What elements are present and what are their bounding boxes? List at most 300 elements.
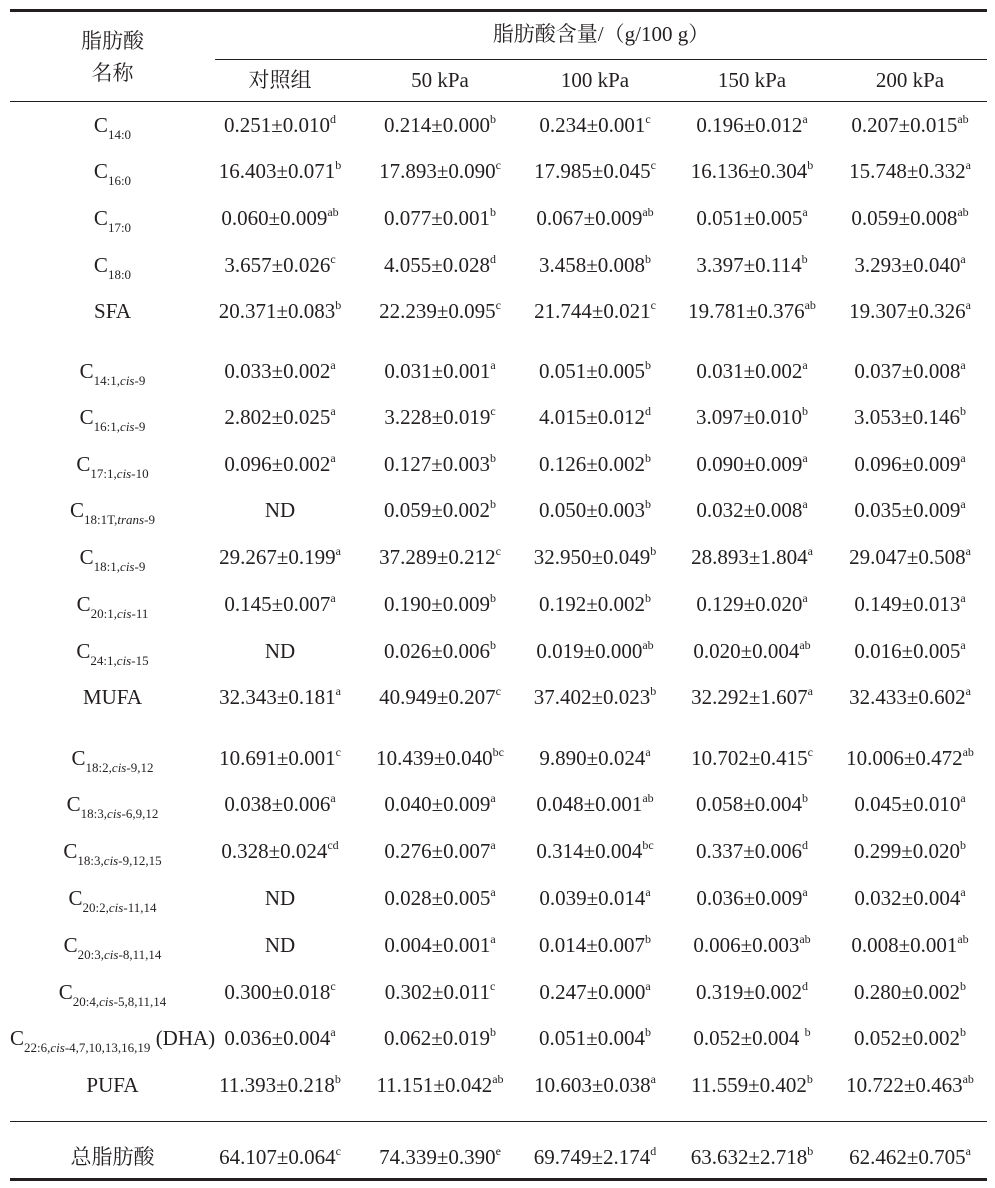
cell-value: 0.059±0.002 bbox=[383, 498, 491, 522]
significance-letter: ab bbox=[957, 932, 969, 946]
value-cell-r17c1 bbox=[360, 932, 520, 958]
significance-letter: a bbox=[960, 358, 966, 372]
value-cell-r2c4 bbox=[830, 205, 990, 231]
subscript-chain: 24:1, bbox=[90, 653, 117, 668]
value-cell-r14c4 bbox=[830, 791, 990, 817]
cell-value: 32.292±1.607 bbox=[691, 685, 808, 709]
cell-value: 2.802±0.025 bbox=[224, 405, 331, 429]
significance-letter: ab bbox=[962, 1072, 974, 1086]
cell-value: 9.890±0.024 bbox=[539, 746, 646, 770]
cell-value: 22.239±0.095 bbox=[379, 299, 496, 323]
total-separator-rule bbox=[10, 1121, 987, 1122]
significance-letter: b bbox=[802, 791, 809, 805]
value-cell-r7c1 bbox=[360, 451, 520, 477]
significance-letter: c bbox=[495, 684, 501, 698]
significance-letter: a bbox=[807, 684, 813, 698]
value-cell-total-c2 bbox=[515, 1144, 675, 1170]
cell-value: 0.196±0.012 bbox=[696, 113, 803, 137]
significance-letter: c bbox=[490, 404, 496, 418]
significance-letter: a bbox=[330, 451, 336, 465]
value-cell-r13c1 bbox=[360, 745, 520, 771]
value-cell-r4c4 bbox=[830, 298, 990, 324]
subscript-positions: -9 bbox=[144, 512, 155, 527]
significance-letter: b bbox=[806, 1072, 813, 1086]
cell-value: 64.107±0.064 bbox=[219, 1145, 336, 1169]
cell-value: 0.032±0.008 bbox=[696, 498, 803, 522]
value-cell-r3c3 bbox=[672, 252, 832, 278]
cell-value: 37.402±0.023 bbox=[533, 685, 651, 709]
name-subscript bbox=[90, 653, 148, 668]
cell-value: 10.439±0.040 bbox=[376, 746, 493, 770]
subscript-positions: -6,9,12 bbox=[121, 806, 159, 821]
value-cell-r4c1 bbox=[360, 298, 520, 324]
value-cell-r0c3 bbox=[672, 112, 832, 138]
subscript-isomer: cis bbox=[117, 606, 132, 621]
name-base: C bbox=[93, 253, 108, 277]
cell-value: 10.006±0.472 bbox=[846, 746, 963, 770]
significance-letter: a bbox=[650, 1072, 656, 1086]
cell-value: 29.047±0.508 bbox=[849, 545, 966, 569]
subscript-isomer: trans bbox=[117, 512, 145, 527]
significance-letter: c bbox=[650, 158, 656, 172]
fatty-acid-name bbox=[10, 358, 215, 388]
value-cell-r17c0 bbox=[205, 932, 355, 958]
significance-letter: d bbox=[330, 112, 337, 126]
value-cell-r13c3 bbox=[672, 745, 832, 771]
value-cell-r15c3 bbox=[672, 838, 832, 864]
header-col-100kpa: 100 kPa bbox=[560, 68, 630, 92]
value-cell-r5c3 bbox=[672, 358, 832, 384]
significance-letter: ab bbox=[957, 112, 969, 126]
cell-value: 0.039±0.014 bbox=[539, 886, 646, 910]
significance-letter: cd bbox=[327, 838, 339, 852]
cell-value: 0.149±0.013 bbox=[854, 592, 961, 616]
cell-value: 17.985±0.045 bbox=[534, 159, 651, 183]
subscript-isomer: cis bbox=[111, 760, 127, 775]
name-base: C bbox=[63, 933, 78, 957]
significance-letter: d bbox=[802, 979, 809, 993]
fatty-acid-name bbox=[10, 205, 215, 235]
significance-letter: b bbox=[490, 638, 497, 652]
name-subscript bbox=[108, 267, 131, 282]
name-base: C bbox=[58, 980, 73, 1004]
cell-value: 0.145±0.007 bbox=[224, 592, 331, 616]
significance-letter: a bbox=[960, 591, 966, 605]
cell-value: 0.059±0.008 bbox=[851, 206, 958, 230]
value-cell-r20c4 bbox=[830, 1072, 990, 1098]
significance-letter: a bbox=[802, 885, 808, 899]
cell-value: 0.058±0.004 bbox=[695, 792, 803, 816]
subscript-chain: 17:0 bbox=[107, 220, 132, 235]
value-cell-r7c0 bbox=[205, 451, 355, 477]
subscript-chain: 20:2, bbox=[82, 900, 109, 915]
cell-value: 0.096±0.002 bbox=[224, 452, 331, 476]
name-subscript bbox=[86, 760, 154, 775]
subscript-positions: -9,12,15 bbox=[118, 853, 162, 868]
value-cell-r10c0 bbox=[205, 591, 355, 617]
value-cell-r7c3 bbox=[672, 451, 832, 477]
significance-letter: b bbox=[650, 544, 657, 558]
value-cell-r13c2 bbox=[515, 745, 675, 771]
significance-letter: b bbox=[490, 112, 497, 126]
value-cell-r9c4 bbox=[830, 544, 990, 570]
subscript-positions: -9,12 bbox=[126, 760, 154, 775]
cell-value: 3.657±0.026 bbox=[224, 253, 331, 277]
fatty-acid-name bbox=[10, 1025, 216, 1055]
significance-letter: c bbox=[330, 252, 336, 266]
name-base: MUFA bbox=[82, 685, 143, 709]
name-subscript bbox=[94, 373, 146, 388]
value-cell-r1c2 bbox=[515, 158, 675, 184]
subscript-positions: -8,11,14 bbox=[118, 947, 162, 962]
cell-value: 0.020±0.004 bbox=[693, 639, 800, 663]
cell-value: 20.371±0.083 bbox=[218, 299, 336, 323]
value-cell-r5c0 bbox=[205, 358, 355, 384]
name-base: C bbox=[63, 839, 78, 863]
value-cell-r3c0 bbox=[205, 252, 355, 278]
value-cell-r14c1 bbox=[360, 791, 520, 817]
value-cell-r20c2 bbox=[515, 1072, 675, 1098]
name-base: C bbox=[93, 113, 108, 137]
subscript-isomer: cis bbox=[116, 466, 132, 481]
name-subscript bbox=[84, 512, 155, 527]
significance-letter: a bbox=[802, 205, 808, 219]
subscript-isomer: cis bbox=[120, 373, 135, 388]
significance-letter: b bbox=[960, 979, 967, 993]
name-base: C bbox=[79, 405, 94, 429]
value-cell-r5c2 bbox=[515, 358, 675, 384]
table-top-rule bbox=[10, 9, 987, 12]
header-bottom-rule bbox=[10, 101, 987, 102]
value-cell-r8c2 bbox=[515, 497, 675, 523]
value-cell-r14c2 bbox=[515, 791, 675, 817]
value-cell-r14c0 bbox=[205, 791, 355, 817]
fatty-acid-name bbox=[10, 252, 215, 282]
cell-value: 0.014±0.007 bbox=[538, 933, 646, 957]
significance-letter: a bbox=[490, 791, 496, 805]
significance-letter: a bbox=[490, 932, 496, 946]
cell-value: 28.893±1.804 bbox=[691, 545, 808, 569]
subscript-chain: 20:1, bbox=[90, 606, 118, 621]
cell-value: 19.307±0.326 bbox=[849, 299, 966, 323]
significance-letter: a bbox=[960, 497, 966, 511]
value-cell-r5c4 bbox=[830, 358, 990, 384]
value-cell-r9c1 bbox=[360, 544, 520, 570]
cell-value: 0.008±0.001 bbox=[851, 933, 958, 957]
significance-letter: b bbox=[807, 158, 814, 172]
significance-letter: d bbox=[650, 1144, 657, 1158]
significance-letter: b bbox=[490, 1025, 497, 1039]
significance-letter: b bbox=[960, 1025, 967, 1039]
cell-value: 0.067±0.009 bbox=[536, 206, 643, 230]
name-subscript bbox=[108, 220, 131, 235]
cell-value: 0.127±0.003 bbox=[383, 452, 491, 476]
significance-letter: ab bbox=[642, 791, 654, 805]
significance-letter: d bbox=[802, 838, 809, 852]
significance-letter: b bbox=[490, 451, 497, 465]
value-cell-r19c4 bbox=[830, 1025, 990, 1051]
fatty-acid-name bbox=[10, 638, 215, 668]
significance-letter: c bbox=[489, 979, 496, 993]
cell-value: 0.060±0.009 bbox=[221, 206, 328, 230]
value-cell-r20c0 bbox=[205, 1072, 355, 1098]
cell-value: 0.031±0.002 bbox=[696, 359, 803, 383]
value-cell-r7c2 bbox=[515, 451, 675, 477]
cell-value: 32.433±0.602 bbox=[849, 685, 966, 709]
value-cell-total-c3 bbox=[672, 1144, 832, 1170]
value-cell-r3c4 bbox=[830, 252, 990, 278]
value-cell-r8c1 bbox=[360, 497, 520, 523]
significance-letter: a bbox=[965, 158, 971, 172]
subscript-positions: -11,14 bbox=[123, 900, 157, 915]
cell-value: 3.228±0.019 bbox=[384, 405, 491, 429]
cell-value: 0.031±0.001 bbox=[384, 359, 491, 383]
significance-letter: ab bbox=[799, 638, 811, 652]
cell-value: 3.097±0.010 bbox=[695, 405, 803, 429]
significance-letter: b bbox=[490, 205, 497, 219]
significance-letter: a bbox=[802, 497, 808, 511]
cell-value: 10.702±0.415 bbox=[691, 746, 808, 770]
name-base: PUFA bbox=[86, 1073, 139, 1097]
significance-letter: a bbox=[645, 979, 651, 993]
subscript-chain: 17:1, bbox=[90, 466, 117, 481]
significance-letter: ab bbox=[957, 205, 969, 219]
significance-letter: a bbox=[965, 544, 971, 558]
significance-letter: a bbox=[330, 404, 336, 418]
value-cell-r0c1 bbox=[360, 112, 520, 138]
value-cell-r4c3 bbox=[672, 298, 832, 324]
value-cell-r15c0 bbox=[205, 838, 355, 864]
cell-value: 0.192±0.002 bbox=[538, 592, 646, 616]
significance-letter: b bbox=[960, 838, 967, 852]
cell-value: 3.397±0.114 bbox=[696, 253, 802, 277]
cell-value: 0.129±0.020 bbox=[696, 592, 803, 616]
cell-value: 0.052±0.002 bbox=[853, 1026, 961, 1050]
table-bottom-rule bbox=[10, 1178, 987, 1181]
cell-value: 0.062±0.019 bbox=[383, 1026, 491, 1050]
significance-letter: a bbox=[330, 358, 336, 372]
subscript-chain: 20:4, bbox=[72, 994, 100, 1009]
subscript-chain: 18:2, bbox=[85, 760, 112, 775]
value-cell-r12c2 bbox=[515, 684, 675, 710]
cell-value: 0.319±0.002 bbox=[695, 980, 803, 1004]
name-base: C bbox=[76, 452, 91, 476]
header-col-control: 对照组 bbox=[248, 68, 312, 92]
cell-value: 0.247±0.000 bbox=[539, 980, 646, 1004]
cell-value: 0.051±0.005 bbox=[538, 359, 646, 383]
significance-letter: b bbox=[490, 591, 497, 605]
value-cell-total-c4 bbox=[830, 1144, 990, 1170]
fatty-acid-name bbox=[10, 544, 215, 574]
subscript-chain: 18:3, bbox=[77, 853, 104, 868]
fatty-acid-name bbox=[10, 791, 215, 821]
name-base: C bbox=[76, 639, 91, 663]
value-cell-r8c3 bbox=[672, 497, 832, 523]
subscript-chain: 16:1, bbox=[93, 419, 121, 434]
header-name-line2: 名称 bbox=[91, 61, 134, 85]
significance-letter: a bbox=[960, 791, 966, 805]
value-cell-r7c4 bbox=[830, 451, 990, 477]
cell-value: 0.276±0.007 bbox=[384, 839, 491, 863]
cell-value: 0.207±0.015 bbox=[851, 113, 958, 137]
cell-value: 10.691±0.001 bbox=[219, 746, 336, 770]
significance-letter: a bbox=[335, 544, 341, 558]
cell-value: 0.004±0.001 bbox=[384, 933, 491, 957]
significance-letter: b bbox=[650, 684, 657, 698]
significance-letter: bc bbox=[492, 745, 504, 759]
value-cell-r9c0 bbox=[205, 544, 355, 570]
name-subscript bbox=[83, 900, 157, 915]
fatty-acid-name bbox=[10, 979, 215, 1009]
fatty-acid-name bbox=[10, 932, 215, 962]
value-cell-r11c4 bbox=[830, 638, 990, 664]
name-base: SFA bbox=[94, 299, 131, 323]
name-suffix: (DHA) bbox=[150, 1026, 216, 1050]
significance-letter: b bbox=[960, 404, 967, 418]
significance-letter: ab bbox=[327, 205, 339, 219]
significance-letter: c bbox=[495, 158, 501, 172]
cell-value: 0.328±0.024 bbox=[221, 839, 328, 863]
name-subscript bbox=[77, 853, 161, 868]
significance-letter: b bbox=[334, 1072, 341, 1086]
name-base: C bbox=[76, 592, 91, 616]
fatty-acid-name bbox=[10, 1072, 215, 1098]
cell-value: 11.559±0.402 bbox=[691, 1073, 807, 1097]
value-cell-r0c0 bbox=[205, 112, 355, 138]
significance-letter: a bbox=[330, 791, 336, 805]
header-group-title: 脂肪酸含量/（g/100 g） bbox=[492, 22, 710, 46]
value-cell-r11c3 bbox=[672, 638, 832, 664]
cell-value: ND bbox=[264, 498, 296, 522]
subscript-chain: 20:3, bbox=[77, 947, 105, 962]
cell-value: 0.048±0.001 bbox=[536, 792, 643, 816]
value-cell-r12c0 bbox=[205, 684, 355, 710]
cell-value: 0.052±0.004 bbox=[693, 1026, 805, 1050]
name-subscript bbox=[108, 127, 131, 142]
fatty-acid-name bbox=[10, 885, 215, 915]
significance-letter: ab bbox=[642, 638, 654, 652]
significance-letter: c bbox=[330, 979, 336, 993]
significance-letter: ab bbox=[492, 1072, 504, 1086]
value-cell-r2c3 bbox=[672, 205, 832, 231]
cell-value: ND bbox=[264, 886, 296, 910]
cell-value: 0.035±0.009 bbox=[854, 498, 961, 522]
cell-value: 0.214±0.000 bbox=[383, 113, 491, 137]
header-col-50kpa: 50 kPa bbox=[411, 68, 469, 92]
name-subscript bbox=[94, 419, 146, 434]
subscript-chain: 14:1, bbox=[93, 373, 121, 388]
significance-letter: a bbox=[960, 885, 966, 899]
header-name-line1: 脂肪酸 bbox=[81, 29, 144, 53]
fatty-acid-name bbox=[10, 404, 215, 434]
cell-value: 40.949±0.207 bbox=[379, 685, 496, 709]
value-cell-r15c1 bbox=[360, 838, 520, 864]
name-subscript bbox=[78, 947, 162, 962]
header-group-rule bbox=[215, 59, 987, 60]
significance-letter: b bbox=[335, 298, 342, 312]
value-cell-r4c2 bbox=[515, 298, 675, 324]
cell-value: 11.393±0.218 bbox=[219, 1073, 335, 1097]
significance-letter: c bbox=[335, 745, 341, 759]
value-cell-r0c4 bbox=[830, 112, 990, 138]
cell-value: 0.126±0.002 bbox=[538, 452, 646, 476]
cell-value: 0.032±0.004 bbox=[854, 886, 961, 910]
significance-letter: ab bbox=[804, 298, 816, 312]
name-subscript bbox=[91, 606, 149, 621]
subscript-isomer: cis bbox=[120, 559, 135, 574]
value-cell-r19c3 bbox=[672, 1025, 832, 1051]
significance-letter: a bbox=[645, 885, 651, 899]
value-cell-r3c1 bbox=[360, 252, 520, 278]
significance-letter: a bbox=[965, 298, 971, 312]
cell-value: 16.403±0.071 bbox=[218, 159, 336, 183]
subscript-positions: -10 bbox=[131, 466, 149, 481]
value-cell-r17c4 bbox=[830, 932, 990, 958]
cell-value: 62.462±0.705 bbox=[849, 1145, 966, 1169]
value-cell-r16c2 bbox=[515, 885, 675, 911]
significance-letter: a bbox=[960, 451, 966, 465]
value-cell-r11c1 bbox=[360, 638, 520, 664]
value-cell-r18c3 bbox=[672, 979, 832, 1005]
cell-value: 37.289±0.212 bbox=[379, 545, 496, 569]
value-cell-total-c0 bbox=[205, 1144, 355, 1170]
name-subscript bbox=[73, 994, 166, 1009]
value-cell-r11c0 bbox=[205, 638, 355, 664]
value-cell-r18c4 bbox=[830, 979, 990, 1005]
significance-letter: a bbox=[802, 358, 808, 372]
significance-letter: a bbox=[965, 684, 971, 698]
subscript-positions: -9 bbox=[134, 373, 146, 388]
cell-value: ND bbox=[264, 639, 296, 663]
value-cell-r16c0 bbox=[205, 885, 355, 911]
value-cell-r16c4 bbox=[830, 885, 990, 911]
subscript-positions: -11 bbox=[131, 606, 149, 621]
cell-value: 16.136±0.304 bbox=[690, 159, 808, 183]
cell-value: 0.051±0.004 bbox=[538, 1026, 646, 1050]
significance-letter: ab bbox=[642, 205, 654, 219]
cell-value: 0.040±0.009 bbox=[384, 792, 491, 816]
cell-value: 17.893±0.090 bbox=[379, 159, 496, 183]
value-cell-r1c1 bbox=[360, 158, 520, 184]
name-subscript bbox=[108, 173, 131, 188]
significance-letter: a bbox=[490, 838, 496, 852]
cell-value: 0.016±0.005 bbox=[854, 639, 961, 663]
significance-letter: b bbox=[645, 591, 652, 605]
cell-value: 0.028±0.005 bbox=[384, 886, 491, 910]
significance-letter: ab bbox=[799, 932, 811, 946]
cell-value: 29.267±0.199 bbox=[219, 545, 336, 569]
cell-value: 3.293±0.040 bbox=[854, 253, 961, 277]
value-cell-r19c1 bbox=[360, 1025, 520, 1051]
significance-letter: d bbox=[645, 404, 652, 418]
significance-letter: bc bbox=[642, 838, 654, 852]
value-cell-r12c3 bbox=[672, 684, 832, 710]
value-cell-r12c4 bbox=[830, 684, 990, 710]
value-cell-r13c4 bbox=[830, 745, 990, 771]
value-cell-r6c2 bbox=[515, 404, 675, 430]
significance-letter: c bbox=[645, 112, 651, 126]
cell-value: 4.015±0.012 bbox=[538, 405, 646, 429]
name-subscript bbox=[24, 1040, 150, 1055]
cell-value: 0.019±0.000 bbox=[536, 639, 643, 663]
name-subscript bbox=[94, 559, 146, 574]
value-cell-r6c3 bbox=[672, 404, 832, 430]
significance-letter: b bbox=[645, 497, 652, 511]
subscript-positions: -15 bbox=[131, 653, 149, 668]
cell-value: 74.339±0.390 bbox=[379, 1145, 496, 1169]
value-cell-r6c1 bbox=[360, 404, 520, 430]
name-base: C bbox=[68, 886, 83, 910]
